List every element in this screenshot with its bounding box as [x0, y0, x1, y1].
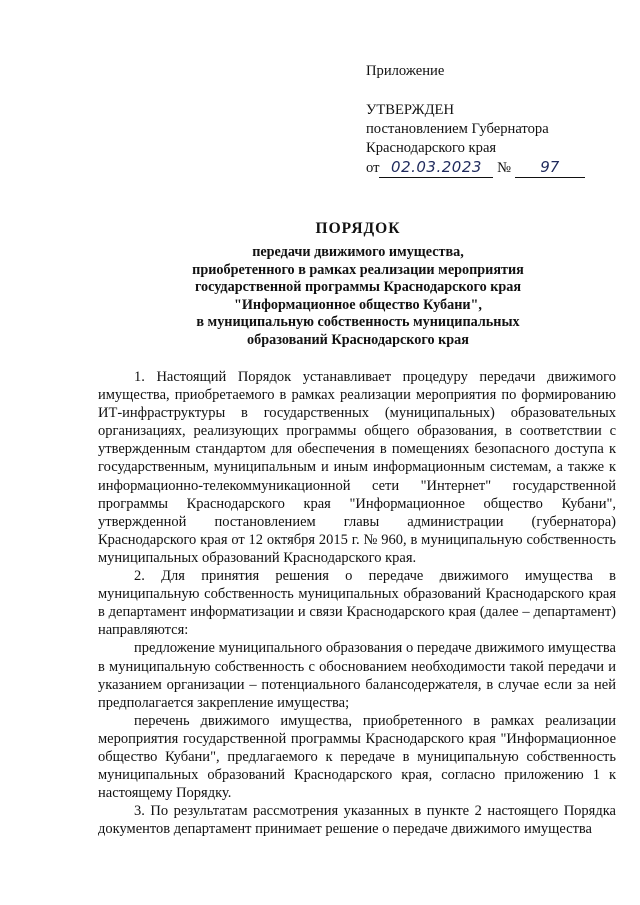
title-main: ПОРЯДОК	[315, 220, 401, 237]
paragraph-2-item-2: перечень движимого имущества, приобретенного в рамках реализации мероприятия государственной программы Краснодарского края "Информационное общество Кубани", предлагаемого к передаче в муниципальную собственность муниципальных образований Краснодарского края, согласно приложению 1 к настоящему Порядку.	[98, 712, 616, 802]
title-line-2: приобретенного в рамках реализации мероприятия	[192, 261, 524, 278]
handwritten-number: 97	[515, 158, 585, 178]
title-line-6: образований Краснодарского края	[247, 331, 469, 348]
approval-header	[366, 62, 606, 178]
date-number-line	[366, 158, 606, 178]
date-prefix: от	[366, 160, 380, 176]
resolution-line-1: постановлением Губернатора	[366, 121, 549, 137]
document-title	[98, 220, 618, 350]
paragraph-2: 2. Для принятия решения о передаче движимого имущества в муниципальную собственность муниципальных образований Краснодарского края в департамент информатизации и связи Краснодарского края (далее – департамент) направляются:	[98, 568, 616, 639]
appendix-label: Приложение	[366, 63, 445, 79]
paragraph-2-item-1: предложение муниципального образования о передаче движимого имущества в муниципальную собственность с обоснованием необходимости такой передачи и указанием организации – потенциального балансодержателя, в случае если за ней предполагается закрепление имущества;	[98, 640, 616, 711]
number-prefix: №	[497, 160, 512, 176]
approved-label: УТВЕРЖДЕН	[366, 102, 454, 118]
title-line-5: в муниципальную собственность муниципальных	[196, 314, 520, 331]
title-line-4: "Информационное общество Кубани",	[234, 296, 482, 313]
paragraph-3: 3. По результатам рассмотрения указанных в пункте 2 настоящего Порядка документов департамент принимает решение о передаче движимого имущества	[98, 803, 616, 838]
document-body	[98, 368, 616, 838]
title-line-1: передачи движимого имущества,	[252, 244, 464, 260]
handwritten-date: 02.03.2023	[379, 158, 493, 178]
resolution-line-2: Краснодарского края	[366, 140, 497, 156]
title-line-3: государственной программы Краснодарского края	[194, 279, 522, 296]
paragraph-1: 1. Настоящий Порядок устанавливает процедуру передачи движимого имущества, приобретаемого в рамках реализации мероприятия по формированию ИТ-инфраструктуры в государственных (муниципальных) образовательных организациях, реализующих программы общего образования, в соответствии с утвержденным стандартом для обеспечения в помещениях безопасного доступа к государственным, муниципальным и иным информационным системам, а также к информационно-телекоммуникационной сети "Интернет" государственной программы Краснодарского края "Информационное общество Кубани", утвержденной постановлением главы администрации (губернатора) Краснодарского края от 12 октября 2015 г. № 960, в муниципальную собственность муниципальных образований Краснодарского края.	[98, 369, 616, 566]
